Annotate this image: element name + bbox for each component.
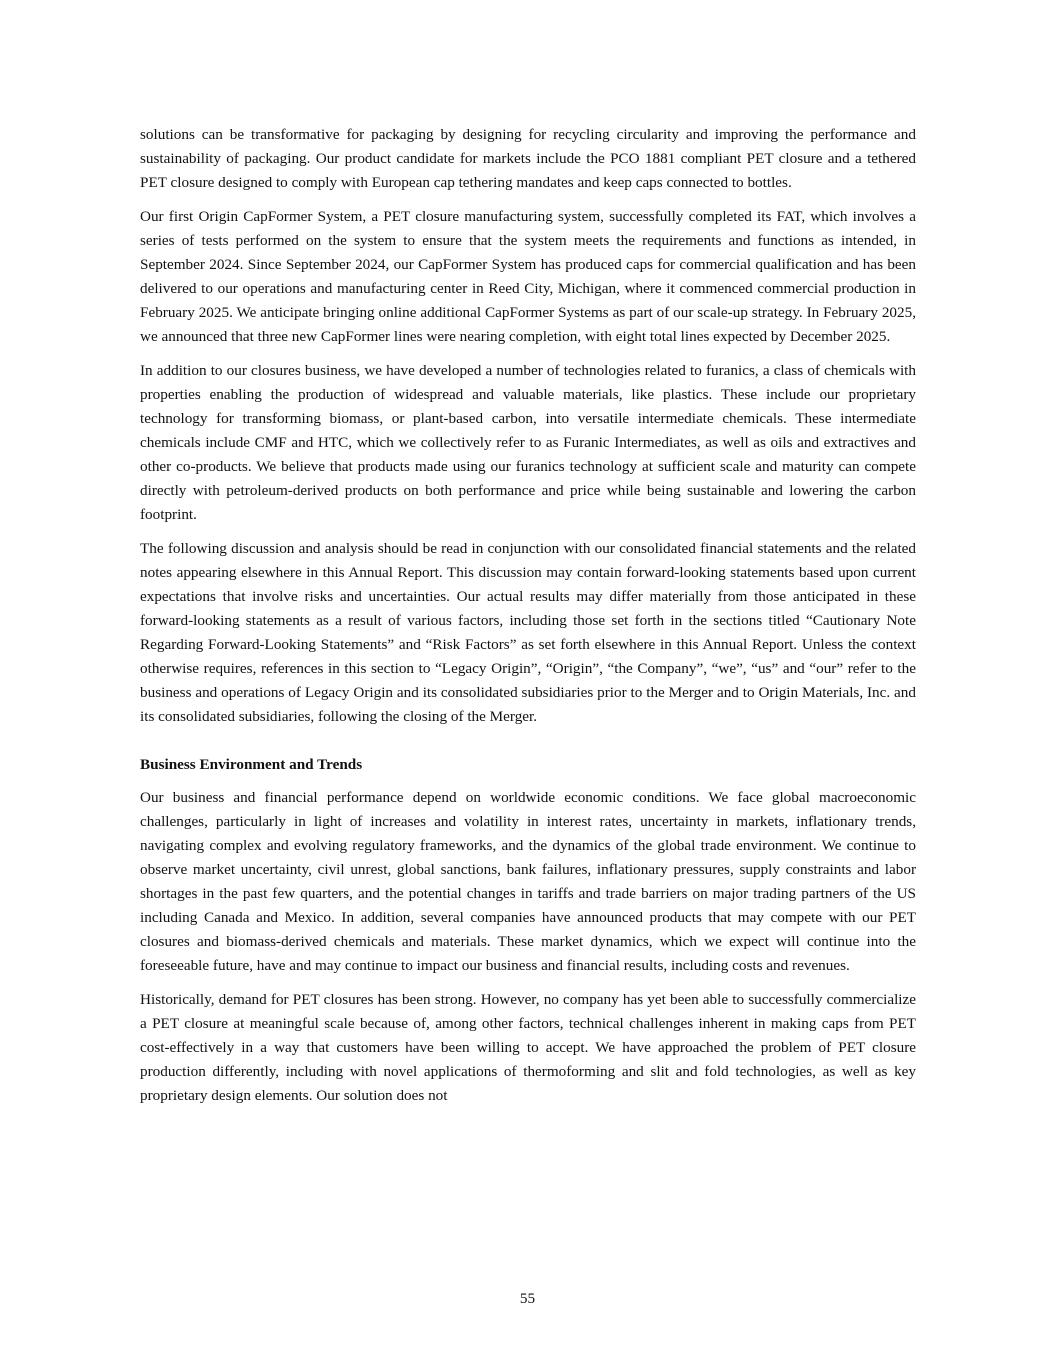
paragraph-furanics-technology: In addition to our closures business, we have developed a number of technologies related to furanics, a class of chemicals with properties enabling the production of widespread and valuable materials, like plastics. These include our proprietary technology for transforming biomass, or plant-based carbon, into versatile intermediate chemicals. These intermediate chemicals include CMF and HTC, which we collectively refer to as Furanic Intermediates, as well as oils and extractives and other co-products. We believe that products made using our furanics technology at sufficient scale and maturity can compete directly with petroleum-derived products on both performance and price while being sustainable and lowering the carbon footprint.: [140, 362, 916, 523]
paragraph-forward-looking-statements: The following discussion and analysis should be read in conjunction with our consolidated financial statements and the related notes appearing elsewhere in this Annual Report. This discussion may contain forward-looking statements based upon current expectations that involve risks and uncertainties. Our actual results may differ materially from those anticipated in these forward-looking statements as a result of various factors, including those set forth in the sections titled “Cautionary Note Regarding Forward-Looking Statements” and “Risk Factors” as set forth elsewhere in this Annual Report. Unless the context otherwise requires, references in this section to “Legacy Origin”, “Origin”, “the Company”, “we”, “us” and “our” refer to the business and operations of Legacy Origin and its consolidated subsidiaries prior to the Merger and to Origin Materials, Inc. and its consolidated subsidiaries, following the closing of the Merger.: [140, 540, 916, 725]
section-heading-business-environment: Business Environment and Trends: [140, 756, 363, 773]
paragraph-economic-conditions: Our business and financial performance depend on worldwide economic conditions. We face global macroeconomic challenges, particularly in light of increases and volatility in interest rates, uncertainty in markets, inflationary trends, navigating complex and evolving regulatory frameworks, and the dynamics of the global trade environment. We continue to observe market uncertainty, civil unrest, global sanctions, bank failures, inflationary pressures, supply constraints and labor shortages in the past few quarters, and the potential changes in tariffs and trade barriers on major trading partners of the US including Canada and Mexico. In addition, several companies have announced products that may compete with our PET closures and biomass-derived chemicals and materials. These market dynamics, which we expect will continue into the foreseeable future, have and may continue to impact our business and financial results, including costs and revenues.: [140, 789, 916, 974]
paragraph-pet-closure-demand: Historically, demand for PET closures has been strong. However, no company has yet been able to successfully commercialize a PET closure at meaningful scale because of, among other factors, technical challenges inherent in making caps from PET cost-effectively in a way that customers have been willing to accept. We have approached the problem of PET closure production differently, including with novel applications of thermoforming and slit and fold technologies, as well as key proprietary design elements. Our solution does not: [140, 991, 916, 1104]
paragraph-capformer-system: Our first Origin CapFormer System, a PET closure manufacturing system, successfully completed its FAT, which involves a series of tests performed on the system to ensure that the system meets the requirements and functions as intended, in September 2024. Since September 2024, our CapFormer System has produced caps for commercial qualification and has been delivered to our operations and manufacturing center in Reed City, Michigan, where it commenced commercial production in February 2025. We anticipate bringing online additional CapFormer Systems as part of our scale-up strategy. In February 2025, we announced that three new CapFormer lines were nearing completion, with eight total lines expected by December 2025.: [140, 208, 916, 345]
paragraph-packaging-solutions: solutions can be transformative for packaging by designing for recycling circularity and improving the performance and sustainability of packaging. Our product candidate for markets include the PCO 1881 compliant PET closure and a tethered PET closure designed to comply with European cap tethering mandates and keep caps connected to bottles.: [140, 126, 916, 191]
page-number: 55: [519, 1290, 536, 1307]
page-body: [140, 123, 916, 1118]
